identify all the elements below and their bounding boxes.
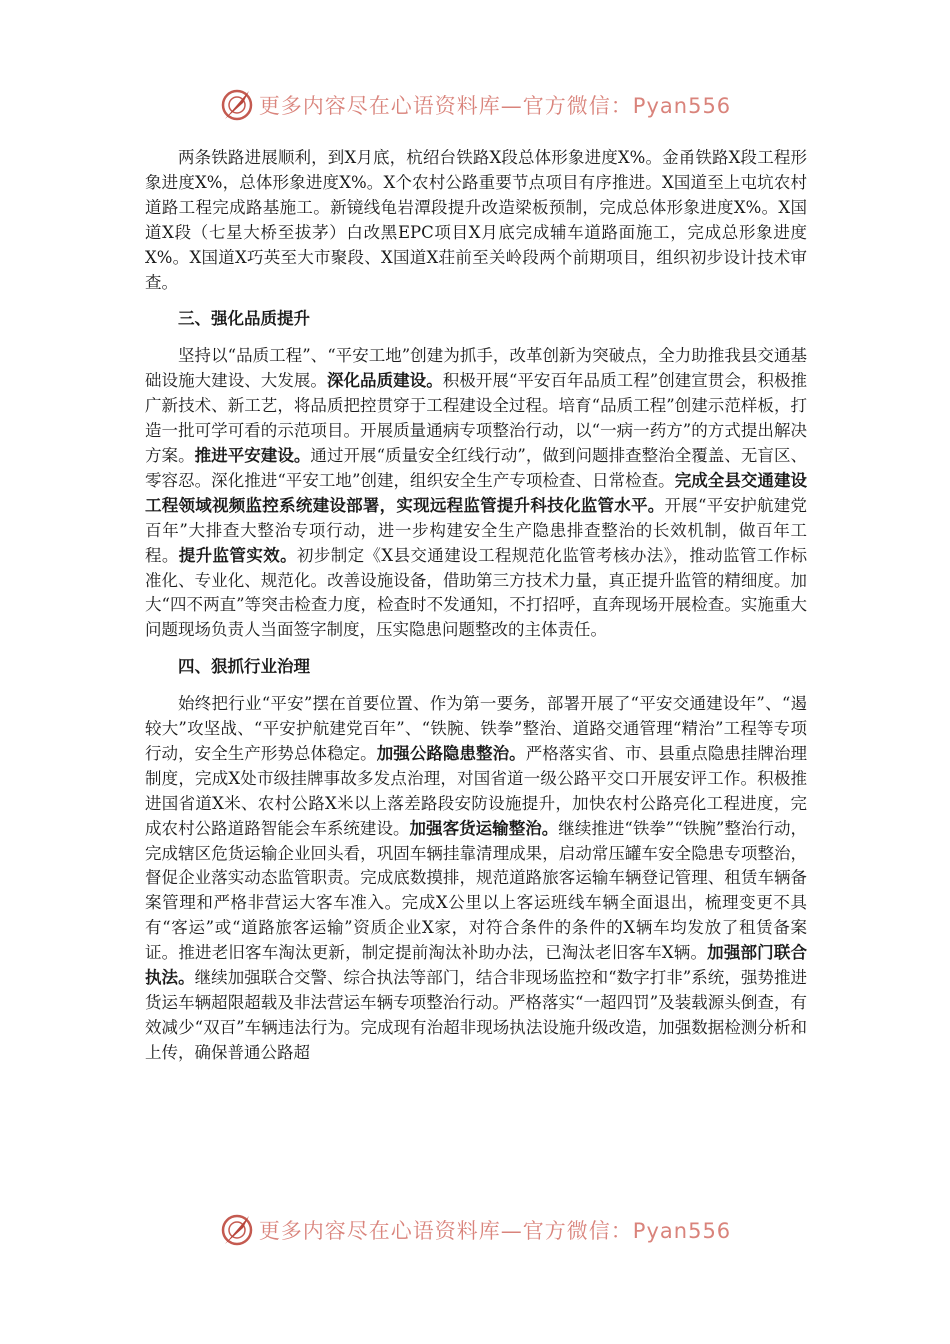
text-run: 通过开展“质量安全红线行动”，做到问题排查整治全覆盖、无盲区、零容忍。深化推进“平安工地”创建，组织安全生产专项检查、日常检查。: [145, 445, 808, 490]
bold-run: 加强部门联合执法。: [145, 943, 808, 988]
quill-logo-icon: [219, 87, 255, 123]
bold-run: 加强公路隐患整治。: [376, 743, 526, 763]
section-heading-quality: 三、强化品质提升: [178, 309, 310, 329]
bold-run: 提升监管实效。: [178, 545, 297, 565]
watermark-text: 更多内容尽在心语资料库—官方微信：Pyan556: [258, 1219, 732, 1243]
bold-run: 加强客货运输整治。: [409, 818, 559, 838]
text-run: 继续推进“铁拳”“铁腕”整治行动，完成辖区危货运输企业回头看，巩固车辆挂靠清理成果，启动常压罐车安全隐患专项整治，督促企业落实动态监管职责。完成底数摸排，规范道路旅客运输车辆登记管理、租赁车辆备案管理和严格非营运大客车准入。完成X公里以上客运班线车辆全面退出，梳理变更不具有“客运”或“道路旅客运输”资质企业X家，对符合条件的条件的X辆车均发放了租赁备案证。推进老旧客车淘汰更新，制定提前淘汰补助办法，已淘汰老旧客车X辆。: [145, 818, 807, 963]
text-run: 严格落实省、市、县重点隐患挂牌治理制度，完成X处市级挂牌事故多发点治理，对国省道一级公路平交口开展安评工作。积极推进国省道X米、农村公路X米以上落差路段安防设施提升，加快农村公路亮化工程进度，完成农村公路道路智能会车系统建设。: [145, 743, 808, 838]
paragraph-quality: [145, 344, 807, 643]
text-run: 积极开展“平安百年品质工程”创建宣贯会，积极推广新技术、新工艺，将品质把控贯穿于工程建设全过程。培育“品质工程”创建示范样板，打造一批可学可看的示范项目。开展质量通病专项整治行动，以“一病一药方”的方式提出解决方案。: [145, 371, 808, 465]
document-body: [145, 146, 807, 1066]
quill-logo-icon: [219, 1212, 255, 1248]
bold-run: 推进平安建设。: [194, 445, 311, 465]
watermark-text: 更多内容尽在心语资料库—官方微信：Pyan556: [258, 94, 732, 118]
text-run: 初步制定《X县交通建设工程规范化监管考核办法》，推动监管工作标准化、专业化、规范化。改善设施设备，借助第三方技术力量，真正提升监管的精细度。加大“四不两直”等突击检查力度，检查时不发通知，不打招呼，直奔现场开展检查。实施重大问题现场负责人当面签字制度，压实隐患问题整改的主体责任。: [145, 545, 808, 640]
text-run: 开展“平安护航建党百年”大排查大整治专项行动，进一步构建安全生产隐患排查整治的长效机制，做百年工程。: [145, 495, 807, 565]
footer-watermark-banner: [0, 1210, 950, 1250]
text-run: 始终把行业“平安”摆在首要位置、作为第一要务，部署开展了“平安交通建设年”、“遏较大”攻坚战、“平安护航建党百年”、“铁腕、铁拳”整治、道路交通管理“精治”工程等专项行动，安全生产形势总体稳定。: [145, 694, 807, 763]
text-run: 坚持以“品质工程”、“平安工地”创建为抓手，改革创新为突破点，全力助推我县交通基础设施大建设、大发展。: [145, 346, 807, 391]
bold-run: 深化品质建设。: [326, 371, 443, 391]
paragraph-railway-progress: 两条铁路进展顺利，到X月底，杭绍台铁路X段总体形象进度X%。金甬铁路X段工程形象进度X%，总体形象进度X%。X个农村公路重要节点项目有序推进。X国道至上屯坑农村道路工程完成路基施工。新镜线龟岩潭段提升改造梁板预制，完成总体形象进度X%。X国道X段（七星大桥至拔茅）白改黑EPC项目X月底完成辅车道路面施工，完成总形象进度X%。X国道X巧英至大市聚段、X国道X荘前至关岭段两个前期项目，组织初步设计技术审查。: [145, 148, 807, 292]
paragraph-governance: [145, 692, 807, 1066]
text-run: 继续加强联合交警、综合执法等部门，结合非现场监控和“数字打非”系统，强势推进货运车辆超限超载及非法营运车辆专项整治行动。严格落实“一超四罚”及装载源头倒查，有效减少“双百”车辆违法行为。完成现有治超非现场执法设施升级改造，加强数据检测分析和上传，确保普通公路超: [145, 968, 807, 1062]
section-heading-governance: 四、狠抓行业治理: [178, 657, 310, 677]
header-watermark-banner: [0, 85, 950, 125]
bold-run: 完成全县交通建设工程领域视频监控系统建设部署，实现远程监管提升科技化监管水平。: [145, 470, 808, 515]
